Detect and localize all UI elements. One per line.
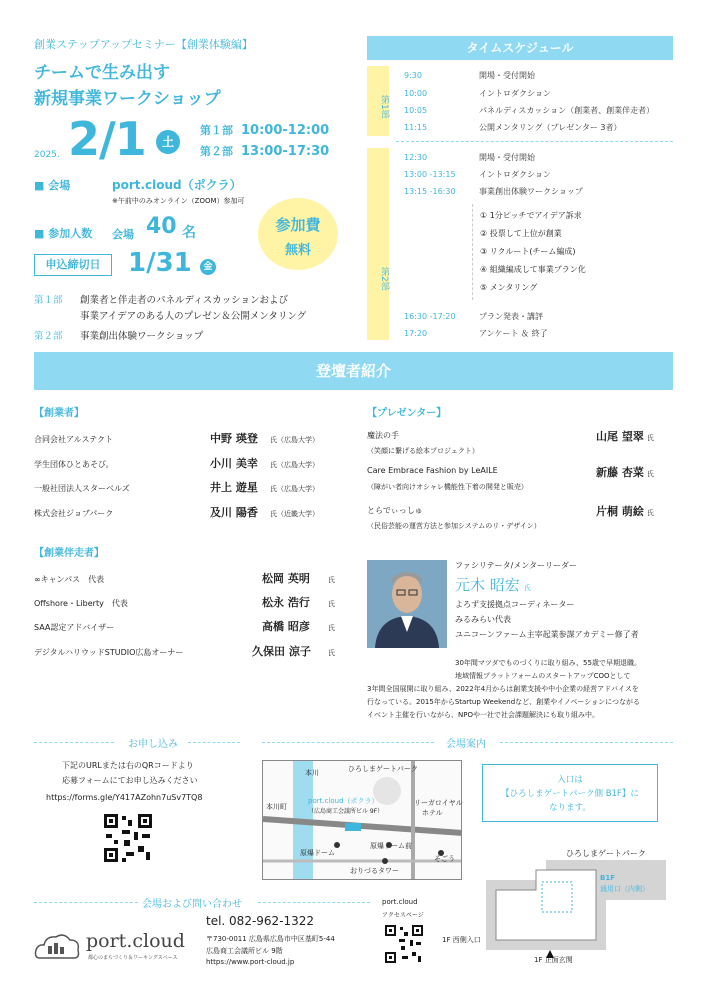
contact-address2: 広島商工会議所ビル 9階	[206, 947, 283, 955]
participants-count: 40	[146, 214, 177, 239]
supporter-row	[34, 643, 335, 659]
sched-item: パネルディスカッション（創業者、創業伴走者）	[479, 106, 655, 115]
sched-step: ⑤ メンタリング	[480, 283, 538, 292]
supporter-suffix: 氏	[328, 649, 335, 657]
map-venue-label: port.cloud（ポクラ）	[308, 797, 379, 805]
sched-row	[404, 105, 654, 116]
sched-row	[404, 169, 551, 180]
presenter-desc: （障がい者向けオシャレ機能性下着の開発と販売）	[367, 483, 528, 491]
access-qr-sub: アクセスページ	[382, 912, 424, 919]
presenter-suffix: 氏	[646, 434, 654, 442]
supporter-org: Offshore・Liberty 代表	[34, 599, 128, 608]
contact-divider-left	[34, 902, 138, 903]
facilitator-bio: イベント主催を行いながら、NPOや一社で社会課題解決にも取り組み中。	[367, 711, 599, 719]
map-sogo-label: そごう	[434, 855, 455, 863]
venue-note: ※午前中のみオンライン（ZOOM）参加可	[112, 197, 245, 205]
west-entrance-label: 1F 西側入口	[442, 936, 481, 944]
facilitator-bio: 3年間全国展開に取り組み、2022年4月からは創業支援や中小企業の経営アドバイスを	[367, 685, 639, 693]
supporter-name: 松岡 英明	[262, 572, 310, 585]
supporters-title: 【創業伴走者】	[34, 548, 104, 559]
event-date: 2/1	[68, 112, 146, 166]
fee-badge	[258, 198, 338, 270]
weekday-circle	[156, 130, 180, 154]
schedule-part2-tag-text: 第2部	[379, 267, 389, 291]
venue-label: ■ 会場	[34, 179, 71, 192]
facilitator-title: よろず支援拠点コーディネーター	[455, 600, 575, 609]
venue-name: port.cloud（ポクラ）	[112, 178, 242, 192]
title-line2: 新規事業ワークショップ	[34, 89, 221, 109]
schedule-part2-tag	[367, 148, 389, 340]
sched-item: イントロダクション	[479, 170, 551, 179]
sched-item: 開場・受付開始	[479, 71, 535, 80]
part2-desc-label: 第２部	[34, 331, 63, 342]
presenter-name: 片桐 萌絵	[596, 505, 644, 518]
part2-desc-line1: 事業創出体験ワークショップ	[80, 331, 204, 342]
map-venue-sub: （広島商工会議所ビル 9F）	[308, 808, 384, 815]
sched-row	[404, 122, 622, 133]
sched-row	[404, 152, 535, 163]
sched-time: 10:00	[404, 89, 428, 98]
facilitator-bio: 地域情報プラットフォームのスタートアップCOOとして	[455, 672, 631, 680]
presenter-name-row	[596, 503, 654, 519]
access-qr-title: port.cloud	[382, 898, 418, 906]
part2-label: 第２部	[200, 145, 233, 158]
presenter-org: 魔法の手	[367, 431, 399, 440]
supporter-row	[34, 570, 335, 586]
map-dome-label: 原爆ドーム	[300, 849, 335, 857]
contact-title: 会場および問い合わせ	[142, 899, 242, 910]
facilitator-photo	[367, 560, 447, 648]
logo-subtext: 都心のまちづくり＆ワーキングスペース	[88, 955, 178, 961]
sched-item: 開場・受付開始	[479, 153, 535, 162]
map-hotel-line2: ホテル	[422, 809, 443, 817]
map-title: 会場案内	[446, 739, 486, 750]
cloud-logo-icon	[34, 928, 82, 962]
presenter-suffix: 氏	[646, 509, 654, 517]
facilitator-title: ユニコーンファーム主宰起業参謀アカデミー修了者	[455, 630, 639, 639]
sched-time: 17:20	[404, 329, 428, 338]
apply-divider-left	[34, 742, 114, 743]
sched-step: ② 投票して上位が創業	[480, 229, 562, 238]
founder-org: 学生団体ひとあそび。	[34, 460, 114, 469]
sched-row	[404, 70, 535, 81]
apply-line1: 下記のURLまたは右のQRコードより	[62, 761, 194, 770]
sched-time: 13:00 -13:15	[404, 170, 456, 179]
event-year: 2025.	[34, 150, 60, 160]
founder-row	[34, 479, 339, 495]
port-cloud-logo	[34, 926, 194, 966]
map-divider-right	[500, 742, 673, 743]
entrance-note-line3: なります。	[549, 803, 591, 813]
supporter-name: 松永 浩行	[262, 596, 310, 609]
qr-code-icon	[384, 924, 424, 964]
sched-row	[404, 311, 543, 322]
logo-text: port.cloud	[86, 930, 185, 952]
sched-time: 11:15	[404, 123, 428, 132]
sched-divider	[396, 141, 673, 142]
founder-suffix: 氏（広島大学）	[270, 436, 319, 444]
presenters-title: 【プレゼンター】	[367, 408, 447, 419]
sched-item: アンケート ＆ 終了	[479, 329, 548, 338]
part1-time: 10:00-12:00	[241, 123, 330, 138]
sched-time: 12:30	[404, 153, 428, 162]
entrance-note-box	[482, 764, 658, 822]
apply-divider-right	[188, 742, 240, 743]
map-hotel-line1: リーガロイヤル	[414, 799, 463, 807]
part1-desc-line2: 事業アイデアのある人のプレゼン＆公開メンタリング	[80, 311, 307, 322]
presenter-name-row	[596, 464, 654, 480]
facilitator-suffix: 氏	[523, 584, 531, 592]
series-label: 創業ステップアップセミナー【創業体験編】	[34, 38, 253, 51]
map-gatepark-label: ひろしまゲートパーク	[348, 765, 418, 773]
fee-line1: 参加費	[275, 216, 321, 234]
area-map	[262, 760, 462, 880]
apply-line2: 応募フォームにてお申し込みください	[62, 776, 198, 785]
founder-suffix: 氏（広島大学）	[270, 461, 319, 469]
founder-org: 合同会社アルステクト	[34, 435, 113, 444]
sched-item: プラン発表・講評	[479, 312, 543, 321]
apply-title: お申し込み	[128, 739, 178, 750]
deadline-date: 1/31	[128, 248, 192, 278]
map-tower-label: おりづるタワー	[350, 867, 399, 875]
access-qr-code[interactable]	[384, 924, 424, 964]
presenter-org: とらでぃっしゅ	[367, 506, 423, 515]
schedule-part1-tag	[367, 66, 389, 136]
founder-org: 株式会社ジョブパーク	[34, 509, 114, 518]
participants-unit: 名	[182, 225, 196, 241]
presenter-desc: （民俗芸能の運営方法と参加システムのリ・デザイン）	[367, 522, 541, 530]
front-entrance-label: 1F 正面玄関	[534, 956, 573, 964]
b1f-sub-label: 通用口（内側）	[600, 885, 649, 893]
supporter-org: SAA認定アドバイザー	[34, 623, 115, 632]
founder-name: 中野 瑛登	[210, 432, 258, 445]
fee-line2: 無料	[284, 243, 311, 258]
map-dome-front-label: 原爆ドーム前	[370, 842, 412, 850]
part1-time-row	[200, 122, 329, 138]
founder-row	[34, 504, 339, 520]
sched-step: ① 1分ピッチでアイデア訴求	[480, 211, 582, 220]
deadline-weekday-text: 金	[203, 262, 213, 272]
schedule-title-bar	[367, 36, 673, 60]
founder-row	[34, 455, 339, 471]
schedule-part1-tag-text: 第1部	[379, 95, 389, 119]
entrance-note-line1: 入口は	[557, 775, 583, 785]
facilitator-title: みるみらい代表	[455, 615, 511, 624]
part1-label: 第１部	[200, 124, 233, 137]
presenter-name: 新藤 杏菜	[596, 466, 644, 479]
founder-name: 井上 遊星	[210, 481, 258, 494]
building-gatepark-label: ひろしまゲートパーク	[566, 849, 646, 858]
sched-step: ③ リクルート(チーム編成)	[480, 247, 576, 256]
contact-tel[interactable]: tel. 082-962-1322	[206, 914, 315, 928]
founder-suffix: 氏（広島大学）	[270, 485, 319, 493]
participants-venue-word: 会場	[112, 228, 134, 241]
founder-name: 及川 陽香	[210, 506, 258, 519]
participants-label: ■ 参加人数	[34, 227, 93, 240]
supporter-suffix: 氏	[328, 600, 335, 608]
apply-qr-code[interactable]	[102, 812, 154, 864]
weekday-text: 土	[161, 135, 174, 149]
b1f-label: B1F	[600, 874, 615, 882]
presenter-desc: （笑顔に繋げる絵本プロジェクト）	[367, 447, 479, 455]
part2-time: 13:00-17:30	[241, 144, 330, 159]
apply-url[interactable]: https://forms.gle/Y417AZohn7uSv7TQ8	[46, 793, 203, 802]
supporter-org: デジタルハリウッドSTUDIO広島オーナー	[34, 648, 184, 657]
qr-code-icon	[102, 812, 154, 864]
sched-item: イントロダクション	[479, 89, 551, 98]
floorplan-icon	[486, 860, 666, 960]
part2-time-row	[200, 143, 329, 159]
founder-suffix: 氏（近畿大学）	[270, 510, 319, 518]
facilitator-bio: 30年間マツダでものづくりに取り組み、55歳で早期退職。	[455, 659, 641, 667]
contact-divider-right	[258, 902, 370, 903]
presenter-name-row	[596, 428, 654, 444]
map-road-label: 本川	[305, 769, 319, 777]
sched-item: 公開メンタリング（プレゼンター 3者）	[479, 123, 622, 132]
supporter-name: 久保田 涼子	[252, 645, 311, 658]
supporter-org: ∞キャンパス 代表	[34, 575, 105, 584]
title-line1: チームで生み出す	[34, 63, 170, 83]
sched-time: 13:15 -16:30	[404, 187, 456, 196]
facilitator-role: ファシリテータ/メンターリーダー	[455, 561, 578, 570]
presenter-name: 山尾 望翠	[596, 430, 644, 443]
part1-desc-line1: 創業者と伴走者のパネルディスカッションおよび	[80, 295, 288, 306]
deadline-label: 申込締切日	[45, 258, 101, 271]
map-roads-icon	[263, 761, 462, 880]
founders-title: 【創業者】	[34, 408, 84, 419]
contact-web[interactable]: https://www.port-cloud.jp	[206, 958, 295, 966]
sched-row	[404, 328, 548, 339]
founder-row	[34, 430, 339, 446]
founder-org: 一般社団法人スターベルズ	[34, 484, 130, 493]
presenter-org: Care Embrace Fashion by LeAILE	[367, 466, 498, 475]
sched-row	[404, 186, 583, 197]
supporter-suffix: 氏	[328, 576, 335, 584]
speakers-title-bar	[34, 352, 673, 390]
schedule-title: タイムスケジュール	[466, 41, 574, 55]
sched-row	[404, 88, 551, 99]
building-floorplan	[486, 860, 666, 960]
sched-step: ④ 組織編成して事業プラン化	[480, 265, 586, 274]
sched-time: 9:30	[404, 71, 422, 80]
founder-name: 小川 美幸	[210, 457, 258, 470]
supporter-row	[34, 594, 335, 610]
entrance-note-line2: 【ひろしまゲートパーク側 B1F】に	[501, 789, 639, 799]
contact-address1: 〒730-0011 広島県広島市中区基町5-44	[206, 935, 335, 943]
deadline-weekday	[200, 259, 216, 275]
deadline-label-box	[34, 254, 112, 276]
facilitator-name: 元木 昭宏	[455, 576, 520, 594]
facilitator-bio: 行なっている。2015年からStartup Weekendなど、創業やイノベーションにつながる	[367, 698, 641, 706]
supporter-name: 高橋 昭彦	[262, 620, 310, 633]
person-photo-icon	[367, 560, 447, 648]
map-station-label: 本川町	[266, 803, 287, 811]
sched-item: 事業創出体験ワークショップ	[479, 187, 583, 196]
presenter-suffix: 氏	[646, 470, 654, 478]
facilitator-name-row	[455, 574, 531, 595]
supporter-suffix: 氏	[328, 624, 335, 632]
part1-desc-label: 第１部	[34, 295, 63, 306]
supporter-row	[34, 618, 335, 634]
speakers-title: 登壇者紹介	[315, 362, 391, 380]
map-divider-left	[262, 742, 434, 743]
sched-time: 10:05	[404, 106, 428, 115]
sched-time: 16:30 -17:20	[404, 312, 456, 321]
